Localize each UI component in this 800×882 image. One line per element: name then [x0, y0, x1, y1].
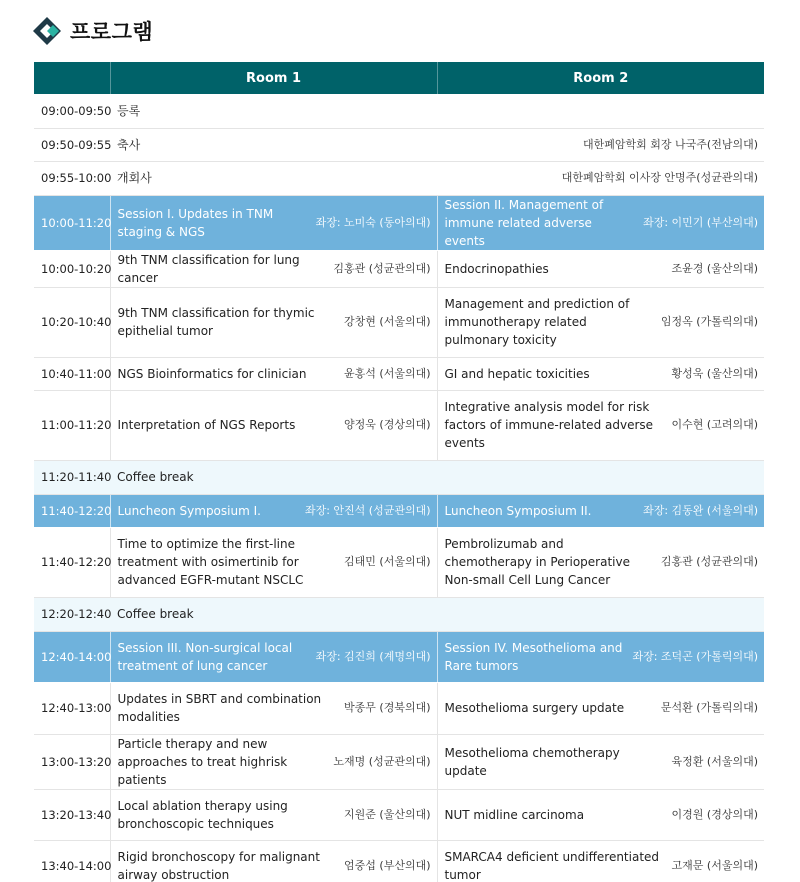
table-row: [34, 527, 764, 597]
talk-topic: Integrative analysis model for risk factors of immune-related adverse events: [444, 400, 654, 450]
talk-room1: [110, 734, 437, 789]
session-title: Session IV. Mesothelioma and Rare tumors: [444, 640, 623, 673]
table-header-row: [34, 62, 764, 94]
table-row: [34, 287, 764, 357]
row-time: 12:40-13:00: [34, 682, 110, 734]
row-time: 13:20-13:40: [34, 789, 110, 840]
header-time: [34, 62, 110, 94]
talk-speaker: 노재명 (성균관의대): [333, 754, 431, 768]
talk-topic: NGS Bioinformatics for clinician: [117, 366, 307, 381]
talk-room2: [437, 682, 764, 734]
coffee-break-label: Coffee break: [110, 597, 764, 631]
row-time: 13:40-14:00: [34, 840, 110, 882]
talk-speaker: 지원준 (울산의대): [344, 807, 431, 821]
talk-speaker: 윤홍석 (서울의대): [344, 366, 431, 380]
session-room1: [110, 631, 437, 682]
table-row: [34, 161, 764, 195]
row-time: 11:40-12:20: [34, 527, 110, 597]
session-chair: 좌장: 안진석 (성균관의대): [304, 503, 431, 517]
row-time: 09:00-09:50: [34, 94, 110, 128]
session-title: Luncheon Symposium I.: [117, 503, 261, 518]
session-row: [34, 631, 764, 682]
coffee-break-row: [34, 460, 764, 494]
session-time: 10:00-11:20: [34, 195, 110, 250]
session-chair: 좌장: 김진희 (계명의대): [315, 649, 431, 663]
row-label: 등록: [117, 103, 141, 118]
talk-room1: [110, 682, 437, 734]
talk-topic: SMARCA4 deficient undifferentiated tumor: [444, 850, 660, 882]
table-row: [34, 390, 764, 460]
page-header: [32, 14, 153, 48]
talk-topic: Particle therapy and new approaches to treat highrisk patients: [117, 736, 288, 787]
session-time: 12:40-14:00: [34, 631, 110, 682]
row-time: 10:00-10:20: [34, 250, 110, 287]
talk-speaker: 고재문 (서울의대): [671, 859, 758, 872]
page-title: 프로그램: [70, 20, 154, 44]
table-row: [34, 357, 764, 390]
talk-room1: [110, 357, 437, 390]
talk-speaker: 조윤경 (울산의대): [671, 261, 758, 275]
talk-speaker: 엄중섭 (부산의대): [344, 859, 431, 872]
talk-speaker: 강창현 (서울의대): [344, 315, 431, 328]
row-content: [110, 161, 764, 195]
table-row: [34, 128, 764, 161]
talk-speaker: 이수현 (고려의대): [671, 418, 758, 431]
talk-topic: 9th TNM classification for lung cancer: [117, 252, 300, 285]
talk-topic: Interpretation of NGS Reports: [117, 418, 296, 432]
talk-speaker: 박종무 (경북의대): [344, 701, 431, 714]
talk-topic: Mesothelioma surgery update: [444, 701, 625, 715]
header-room1: Room 1: [110, 62, 437, 94]
talk-topic: Local ablation therapy using bronchoscopic techniques: [117, 798, 288, 831]
talk-room2: [437, 734, 764, 789]
talk-speaker: 육정환 (서울의대): [671, 754, 758, 768]
coffee-break-label: Coffee break: [110, 460, 764, 494]
talk-speaker: 김홍관 (성균관의대): [660, 555, 758, 568]
session-time: 11:40-12:20: [34, 494, 110, 527]
talk-topic: Rigid bronchoscopy for malignant airway obstruction: [117, 850, 320, 882]
talk-room1: [110, 840, 437, 882]
talk-room2: [437, 789, 764, 840]
row-time: 10:20-10:40: [34, 287, 110, 357]
talk-room2: [437, 527, 764, 597]
session-row: [34, 195, 764, 250]
table-row: [34, 840, 764, 882]
talk-room1: [110, 250, 437, 287]
row-content: [110, 128, 764, 161]
talk-speaker: 양정욱 (경상의대): [344, 418, 431, 431]
session-title: Session I. Updates in TNM staging & NGS: [117, 206, 274, 239]
session-chair: 좌장: 김동완 (서울의대): [643, 503, 758, 517]
row-content: [110, 94, 764, 128]
talk-topic: Endocrinopathies: [444, 261, 549, 276]
talk-room1: [110, 527, 437, 597]
row-time: 13:00-13:20: [34, 734, 110, 789]
talk-topic: Updates in SBRT and combination modalities: [117, 692, 322, 724]
row-time: 10:40-11:00: [34, 357, 110, 390]
talk-speaker: 임정옥 (가톨릭의대): [660, 315, 758, 328]
row-label: 개회사: [117, 171, 152, 185]
talk-topic: Mesothelioma chemotherapy update: [444, 745, 620, 778]
session-row: [34, 494, 764, 527]
talk-room1: [110, 390, 437, 460]
session-room2: [437, 494, 764, 527]
session-chair: 좌장: 이민기 (부산의대): [643, 215, 758, 229]
table-row: [34, 94, 764, 128]
talk-topic: Management and prediction of immunotherapy related pulmonary toxicity: [444, 297, 630, 347]
talk-topic: NUT midline carcinoma: [444, 807, 585, 822]
session-title: Session III. Non-surgical local treatment of lung cancer: [117, 640, 293, 673]
table-row: [34, 682, 764, 734]
row-label: 축사: [117, 137, 141, 152]
row-right: 대한폐암학회 회장 나국주(전남의대): [583, 137, 758, 151]
talk-room2: [437, 390, 764, 460]
talk-room2: [437, 287, 764, 357]
talk-topic: Pembrolizumab and chemotherapy in Perioperative Non-small Cell Lung Cancer: [444, 537, 630, 587]
session-title: Luncheon Symposium II.: [444, 503, 592, 518]
coffee-break-row: [34, 597, 764, 631]
session-room1: [110, 494, 437, 527]
talk-speaker: 황성욱 (울산의대): [671, 366, 758, 380]
header-room2: Room 2: [437, 62, 764, 94]
session-chair: 좌장: 노미숙 (동아의대): [315, 215, 431, 229]
table-row: [34, 250, 764, 287]
program-table: [34, 62, 764, 882]
talk-topic: 9th TNM classification for thymic epithelial tumor: [117, 306, 315, 338]
talk-room2: [437, 357, 764, 390]
session-title: Session II. Management of immune related adverse events: [444, 197, 604, 248]
session-room2: [437, 195, 764, 250]
talk-speaker: 김홍관 (성균관의대): [333, 261, 431, 275]
row-right: 대한폐암학회 이사장 안명주(성균관의대): [561, 171, 758, 184]
row-time: 12:20-12:40: [34, 597, 110, 631]
row-time: 09:50-09:55: [34, 128, 110, 161]
session-room2: [437, 631, 764, 682]
talk-room2: [437, 840, 764, 882]
row-time: 11:20-11:40: [34, 460, 110, 494]
session-chair: 좌장: 조덕곤 (가톨릭의대): [632, 649, 758, 663]
diamond-logo-icon: [32, 16, 62, 46]
talk-speaker: 문석환 (가톨릭의대): [660, 701, 758, 714]
talk-topic: Time to optimize the first-line treatment with osimertinib for advanced EGFR-mutant NSCLC: [117, 537, 304, 587]
talk-room1: [110, 287, 437, 357]
talk-room1: [110, 789, 437, 840]
table-row: [34, 789, 764, 840]
talk-speaker: 이경원 (경상의대): [671, 807, 758, 821]
talk-topic: GI and hepatic toxicities: [444, 366, 590, 381]
talk-room2: [437, 250, 764, 287]
table-row: [34, 734, 764, 789]
session-room1: [110, 195, 437, 250]
row-time: 11:00-11:20: [34, 390, 110, 460]
row-time: 09:55-10:00: [34, 161, 110, 195]
talk-speaker: 김태민 (서울의대): [344, 555, 431, 568]
